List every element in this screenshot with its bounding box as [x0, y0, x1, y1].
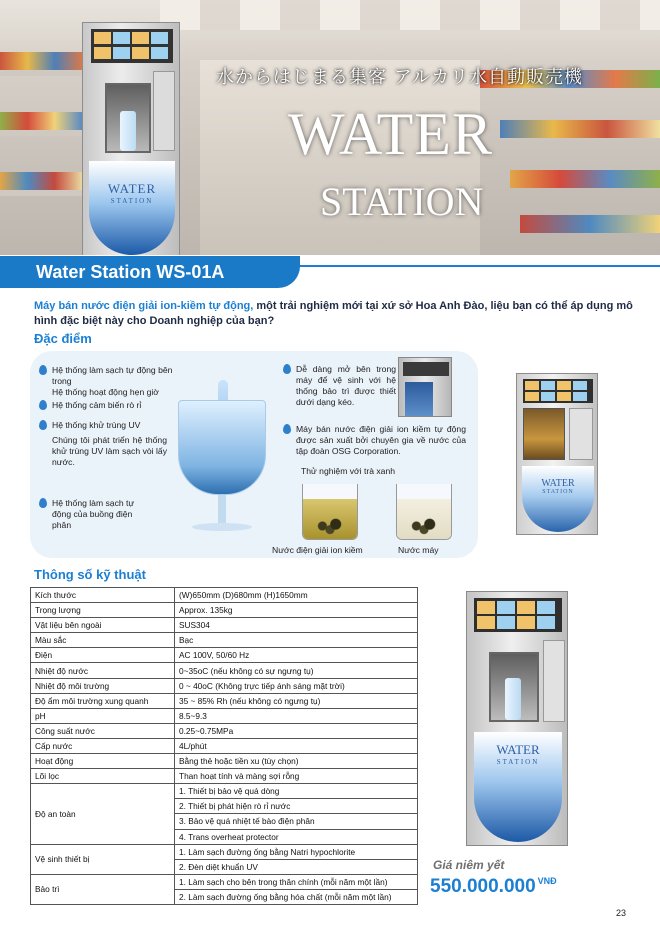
machine-control-panel [153, 71, 175, 151]
machine-photo [516, 373, 598, 535]
feature-text: Hệ thống khử trùng UV [52, 420, 141, 430]
spec-value: Bằng thẻ hoặc tiền xu (tùy chọn) [175, 754, 418, 769]
table-row [31, 754, 418, 769]
table-row [31, 648, 418, 663]
spec-value: 1. Làm sạch đường ống bằng Natri hypochlorite [175, 844, 418, 859]
beaker-tap-image [396, 484, 452, 540]
spec-value: 2. Đèn diệt khuẩn UV [175, 859, 418, 874]
spec-value: 1. Thiết bị bảo vệ quá dòng [175, 784, 418, 799]
spec-value: Than hoạt tính và màng sợi rỗng [175, 769, 418, 784]
spec-key: Vật liệu bên ngoài [31, 618, 175, 633]
water-drop-icon [39, 420, 47, 430]
product-title: Water Station WS-01A [36, 262, 225, 282]
hero-title-water: WATER [288, 101, 493, 167]
price [430, 876, 557, 898]
bottle-image [505, 678, 521, 720]
spec-value: 2. Làm sạch đường ống bằng hóa chất (mỗi năm một lần) [175, 889, 418, 904]
spec-value: 4. Trans overheat protector [175, 829, 418, 844]
machine-logo [474, 742, 562, 766]
shelf [0, 190, 82, 196]
table-row [31, 769, 418, 784]
feature-text: Dễ dàng mở bên trong máy để vệ sinh với hệ thống bảo trì được thiết dưới dạng kéo. [296, 364, 396, 407]
feature-text: Hệ thống làm sạch tự động bên trong [52, 365, 173, 386]
table-row [31, 603, 418, 618]
spec-value: SUS304 [175, 618, 418, 633]
machine-screens [474, 598, 562, 632]
spec-value: 8.5~9.3 [175, 708, 418, 723]
machine-logo-line2: STATION [496, 758, 540, 766]
machine-interior-image [398, 357, 452, 417]
water-drop-icon [39, 400, 47, 410]
table-row [31, 663, 418, 678]
features-heading: Đặc điểm [34, 331, 92, 346]
beaker-caption: Nước điện giải ion kiềm [272, 545, 363, 555]
spec-key: Nhiệt độ nước [31, 663, 175, 678]
intro-text: một trải nghiệm mới tại xứ sở Hoa Anh Đào, liệu bạn có thể áp dụng mô hình đặc biệt này cho Doanh nghiệp của bạn? [34, 300, 633, 327]
spec-key: Công suất nước [31, 723, 175, 738]
spec-key: Lõi lọc [31, 769, 175, 784]
table-row [31, 784, 418, 799]
glass-stem [218, 495, 226, 525]
hero-japanese-tagline: 水からはじまる集客 アルカリ水自動販売機 [216, 67, 583, 88]
water-drop-icon [39, 365, 47, 375]
spec-value: 35 ~ 85% Rh (nếu không có ngưng tụ) [175, 693, 418, 708]
spec-key: Hoạt động [31, 754, 175, 769]
shelf-goods [0, 52, 82, 70]
feature-item [296, 424, 466, 457]
machine-front-panel [89, 161, 175, 255]
bottle-image [120, 111, 136, 151]
shelf-goods [0, 172, 82, 190]
machine-logo [522, 478, 594, 495]
spec-key: Điện [31, 648, 175, 663]
machine-control-panel [569, 408, 593, 460]
spec-key: Cấp nước [31, 738, 175, 753]
spec-value: 1. Làm sạch cho bên trong thân chính (mỗi năm một lần) [175, 874, 418, 889]
intro-highlight: Máy bán nước điện giải ion-kiềm tự động, [34, 300, 254, 312]
shelf-goods [510, 170, 660, 188]
spec-table [30, 587, 418, 905]
product-title-bar [0, 256, 300, 288]
feature-item [52, 498, 152, 531]
beaker-alkaline-image [302, 484, 358, 540]
machine-logo-line2: STATION [110, 197, 154, 205]
table-row [31, 618, 418, 633]
shelf [0, 70, 82, 76]
machine-screens [403, 362, 449, 376]
tea-leaves [311, 517, 349, 535]
table-row [31, 708, 418, 723]
spec-key: Kích thước [31, 588, 175, 603]
table-row [31, 633, 418, 648]
glass-base [192, 523, 252, 531]
spec-value: Bạc [175, 633, 418, 648]
hero-banner [0, 0, 660, 255]
spec-value: (W)650mm (D)680mm (H)1650mm [175, 588, 418, 603]
page-number: 23 [616, 908, 627, 918]
table-row [31, 738, 418, 753]
feature-item [52, 400, 192, 411]
spec-value: AC 100V, 50/60 Hz [175, 648, 418, 663]
feature-text: Máy bán nước điện giải ion kiềm tự động được sản xuất bởi chuyên gia về nước của tập đoàn OSG Corporation. [296, 424, 466, 456]
machine-control-panel [543, 640, 565, 722]
table-row [31, 723, 418, 738]
table-row [31, 874, 418, 889]
water-drop-icon [39, 498, 47, 508]
water-drop-icon [283, 424, 291, 434]
spec-key: pH [31, 708, 175, 723]
spec-value: Approx. 135kg [175, 603, 418, 618]
spec-key: Độ ẩm môi trường xung quanh [31, 693, 175, 708]
beaker-caption: Nước máy [398, 545, 439, 555]
machine-screens [523, 379, 593, 403]
water-drop-icon [283, 364, 291, 374]
spec-key: Vệ sinh thiết bị [31, 844, 175, 874]
spec-value: 4L/phút [175, 738, 418, 753]
feature-text: Hệ thống làm sạch tự động của buồng điện phân [52, 498, 135, 530]
feature-item [52, 365, 192, 398]
glass-cup [178, 400, 266, 495]
intro-paragraph [34, 299, 634, 329]
hero-vending-machine [82, 22, 180, 255]
spec-key: Trọng lượng [31, 603, 175, 618]
table-row [31, 588, 418, 603]
water-glass-image [172, 380, 272, 540]
machine-screens [91, 29, 173, 63]
machine-interior [405, 382, 433, 416]
price-currency: VNĐ [537, 876, 557, 886]
price-value: 550.000.000 [430, 876, 536, 897]
machine-window [523, 408, 565, 460]
feature-item [296, 364, 396, 408]
ceiling-lights [160, 0, 660, 30]
machine-front-panel [522, 466, 594, 532]
tea-leaves [405, 517, 443, 535]
shelf-goods [520, 215, 660, 233]
machine-logo-line1: WATER [541, 478, 575, 489]
shelf-goods [500, 120, 660, 138]
shelf-goods [0, 112, 82, 130]
spec-value: 0 ~ 40oC (Không trực tiếp ánh sáng mặt trời) [175, 678, 418, 693]
specs-heading: Thông số kỹ thuật [34, 567, 146, 582]
machine-logo-line2: STATION [542, 489, 574, 495]
machine-product-image [466, 591, 568, 846]
table-row [31, 678, 418, 693]
spec-key: Độ an toàn [31, 784, 175, 844]
tea-test-label: Thử nghiệm với trà xanh [301, 466, 396, 476]
table-row [31, 693, 418, 708]
feature-item [52, 420, 192, 468]
machine-logo-line1: WATER [496, 742, 540, 757]
spec-value: 0~35oC (nếu không có sự ngưng tụ) [175, 663, 418, 678]
machine-logo [89, 181, 175, 205]
spec-value: 2. Thiết bị phát hiện rò rỉ nước [175, 799, 418, 814]
price-label: Giá niêm yết [433, 858, 505, 872]
spec-key: Bảo trì [31, 874, 175, 904]
hero-title-station: STATION [320, 179, 484, 224]
feature-text: Hệ thống cảm biến rò rỉ [52, 400, 142, 410]
spec-value: 0.25~0.75MPa [175, 723, 418, 738]
feature-text: Hệ thống hoạt động hẹn giờ [52, 387, 159, 397]
spec-key: Nhiệt độ môi trường [31, 678, 175, 693]
shelf [0, 130, 82, 136]
spec-value: 3. Bảo vệ quá nhiệt tế bào điện phân [175, 814, 418, 829]
feature-description: Chúng tôi phát triển hệ thống khử trùng UV làm sạch vòi lấy nước. [52, 435, 167, 467]
table-row [31, 844, 418, 859]
machine-logo-line1: WATER [107, 181, 157, 196]
spec-key: Màu sắc [31, 633, 175, 648]
